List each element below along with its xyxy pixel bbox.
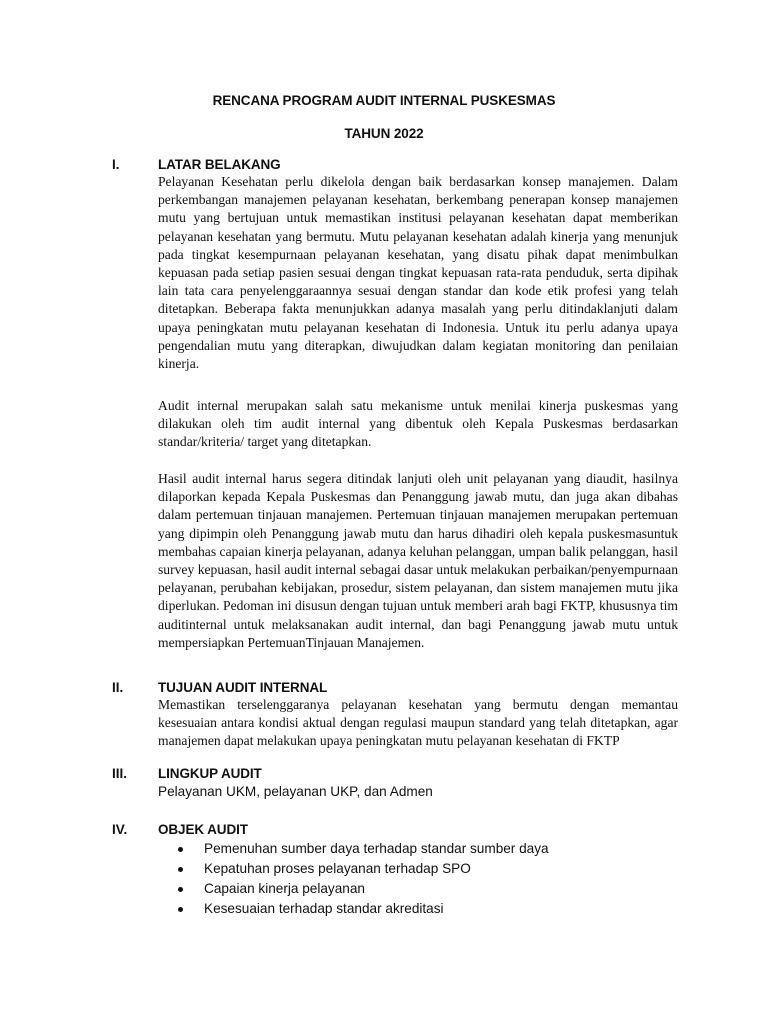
bullet-icon (178, 887, 183, 892)
bullet-icon (178, 867, 183, 872)
section-heading: TUJUAN AUDIT INTERNAL (158, 680, 328, 695)
list-item (158, 899, 658, 919)
section-latar-belakang-body (158, 173, 678, 373)
list-item-text: Capaian kinerja pelayanan (204, 881, 365, 896)
bullet-icon (178, 907, 183, 912)
section-heading: LINGKUP AUDIT (158, 766, 262, 781)
section-tujuan-body (158, 696, 678, 751)
section-heading: OBJEK AUDIT (158, 822, 248, 837)
section-heading: LATAR BELAKANG (158, 157, 281, 172)
list-item-text: Kesesuaian terhadap standar akreditasi (204, 901, 444, 916)
document-title: RENCANA PROGRAM AUDIT INTERNAL PUSKESMAS (212, 93, 556, 108)
paragraph: Audit internal merupakan salah satu mekanisme untuk menilai kinerja puskesmas yang dilakukan oleh tim audit internal yang dibentuk oleh Kepala Puskesmas berdasarkan standar/kriteria/ target yang ditetapkan. (158, 398, 678, 450)
section-lingkup-body (158, 784, 678, 799)
paragraph: Pelayanan UKM, pelayanan UKP, dan Admen (158, 784, 433, 799)
section-number: IV. (112, 822, 128, 837)
objek-audit-list (158, 839, 658, 919)
list-item (158, 839, 658, 859)
paragraph: Pelayanan Kesehatan perlu dikelola dengan baik berdasarkan konsep manajemen. Dalam perkembangan manajemen pelayanan kesehatan, berkembang penerapan konsep manajemen mutu yang bertujuan untuk memastikan institusi pelayanan kesehatan dapat memberikan pelayanan kesehatan yang bermutu. Mutu pelayanan kesehatan adalah kinerja yang menunjuk pada tingkat kesempurnaan pelayanan kesehatan, yang disatu pihak dapat menimbulkan kepuasan pada setiap pasien sesuai dengan tingkat kepuasan rata-rata penduduk, serta dipihak lain tata cara penyelenggaraannya sesuai dengan standar dan kode etik profesi yang telah ditetapkan. Beberapa fakta menunjukkan adanya masalah yang perlu ditindaklanjuti dalam upaya peningkatan mutu pelayanan kesehatan di Indonesia. Untuk itu perlu adanya upaya pengendalian mutu yang diterapkan, diwujudkan dalam kegiatan monitoring dan penilaian kinerja. (158, 174, 678, 372)
paragraph: Hasil audit internal harus segera ditindak lanjuti oleh unit pelayanan yang diaudit, hasilnya dilaporkan kepada Kepala Puskesmas dan Penanggung jawab mutu, dan juga akan dibahas dalam pertemuan tinjauan manajemen. Pertemuan tinjauan manajemen merupakan pertemuan yang dipimpin oleh Penanggung jawab mutu dan harus dihadiri oleh kepala puskesmasuntuk membahas capaian kinerja pelayanan, adanya keluhan pelanggan, umpan balik pelanggan, hasil survey kepuasan, hasil audit internal sebagai dasar untuk melakukan perbaikan/penyempurnaan pelayanan, perubahan kebijakan, prosedur, sistem pelayanan, dan sistem manajemen mutu jika diperlukan. Pedoman ini disusun dengan tujuan untuk memberi arah bagi FKTP, khususnya tim auditinternal untuk melaksanakan audit internal, dan bagi Penanggung jawab mutu untuk mempersiapkan PertemuanTinjauan Manajemen. (158, 471, 678, 650)
paragraph: Memastikan terselenggaranya pelayanan kesehatan yang bermutu dengan memantau kesesuaian antara kondisi aktual dengan regulasi maupun standard yang telah ditetapkan, agar manajemen dapat melakukan upaya peningkatan mutu pelayanan kesehatan di FKTP (158, 697, 678, 749)
list-item-text: Pemenuhan sumber daya terhadap standar sumber daya (204, 841, 549, 856)
list-item (158, 859, 658, 879)
section-number: III. (112, 766, 128, 781)
section-number: I. (112, 157, 120, 172)
bullet-icon (178, 847, 183, 852)
section-latar-belakang-body-3 (158, 470, 678, 652)
section-number: II. (112, 680, 124, 695)
section-latar-belakang-body-2 (158, 397, 678, 452)
list-item-text: Kepatuhan proses pelayanan terhadap SPO (204, 861, 471, 876)
document-year: TAHUN 2022 (344, 126, 424, 141)
list-item (158, 879, 658, 899)
